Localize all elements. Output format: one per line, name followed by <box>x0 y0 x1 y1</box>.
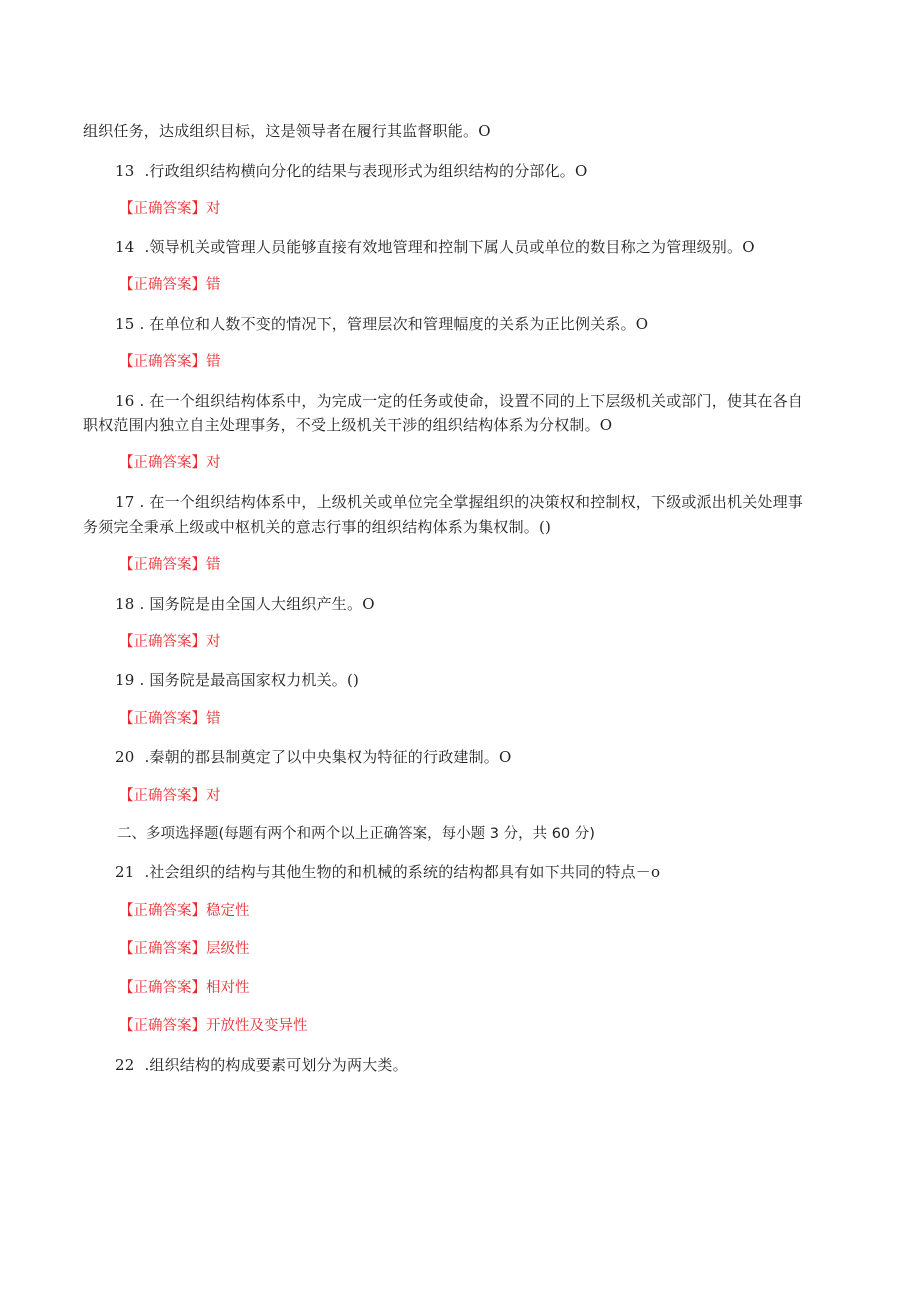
answer-14: 【正确答案】错 <box>119 277 221 293</box>
answer-19: 【正确答案】错 <box>119 711 221 727</box>
question-text: .行政组织结构横向分化的结果与表现形式为组织结构的分部化。O <box>144 162 588 180</box>
question-17-line-2: 务须完全秉承上级或中枢机关的意志行事的组织结构体系为集权制。() <box>83 518 552 536</box>
question-number: 19 <box>115 671 135 689</box>
question-number: 14 <box>115 238 135 256</box>
question-text: .社会组织的结构与其他生物的和机械的系统的结构都具有如下共同的特点－o <box>144 863 661 881</box>
question-text: . 在一个组织结构体系中，为完成一定的任务或使命，设置不同的上下层级机关或部门，使其在各自 <box>134 392 804 410</box>
answer-21-a: 【正确答案】稳定性 <box>119 903 250 919</box>
question-20 <box>115 747 512 767</box>
section-heading-multiple-choice: 二、多项选择题(每题有两个和两个以上正确答案，每小题 3 分，共 60 分) <box>117 826 595 842</box>
question-18 <box>115 594 375 614</box>
question-15 <box>115 314 648 334</box>
question-text: .组织结构的构成要素可划分为两大类。 <box>144 1056 408 1074</box>
answer-21-d: 【正确答案】开放性及变异性 <box>119 1018 308 1034</box>
question-number: 22 <box>115 1056 135 1074</box>
question-text: . 在一个组织结构体系中，上级机关或单位完全掌握组织的决策权和控制权，下级或派出机关处理事 <box>134 493 804 511</box>
question-number: 20 <box>115 748 135 766</box>
answer-17: 【正确答案】错 <box>119 557 221 573</box>
question-text: . 在单位和人数不变的情况下，管理层次和管理幅度的关系为正比例关系。O <box>139 315 649 333</box>
question-17-line-1 <box>115 492 803 512</box>
question-number: 18 <box>115 595 135 613</box>
answer-21-b: 【正确答案】层级性 <box>119 941 250 957</box>
question-number: 15 <box>115 315 135 333</box>
question-16-line-2: 职权范围内独立自主处理事务，不受上级机关干涉的组织结构体系为分权制。O <box>83 416 613 434</box>
question-16-line-1 <box>115 391 803 411</box>
answer-15: 【正确答案】错 <box>119 354 221 370</box>
answer-18: 【正确答案】对 <box>119 634 221 650</box>
answer-13: 【正确答案】对 <box>119 201 221 217</box>
answer-21-c: 【正确答案】相对性 <box>119 980 250 996</box>
question-text: .领导机关或管理人员能够直接有效地管理和控制下属人员或单位的数目称之为管理级别。O <box>144 238 755 256</box>
previous-question-tail: 组织任务，达成组织目标，这是领导者在履行其监督职能。O <box>83 122 491 140</box>
answer-16: 【正确答案】对 <box>119 455 221 471</box>
question-text: .秦朝的郡县制奠定了以中央集权为特征的行政建制。O <box>144 748 512 766</box>
question-number: 21 <box>115 863 135 881</box>
question-21 <box>115 862 660 882</box>
question-number: 16 <box>115 392 135 410</box>
question-13 <box>115 161 588 181</box>
question-14 <box>115 237 755 257</box>
question-19 <box>115 670 359 690</box>
question-text: . 国务院是由全国人大组织产生。O <box>139 595 375 613</box>
answer-20: 【正确答案】对 <box>119 788 221 804</box>
question-number: 17 <box>115 493 135 511</box>
question-22 <box>115 1055 408 1075</box>
question-number: 13 <box>115 162 135 180</box>
question-text: . 国务院是最高国家权力机关。() <box>139 671 360 689</box>
